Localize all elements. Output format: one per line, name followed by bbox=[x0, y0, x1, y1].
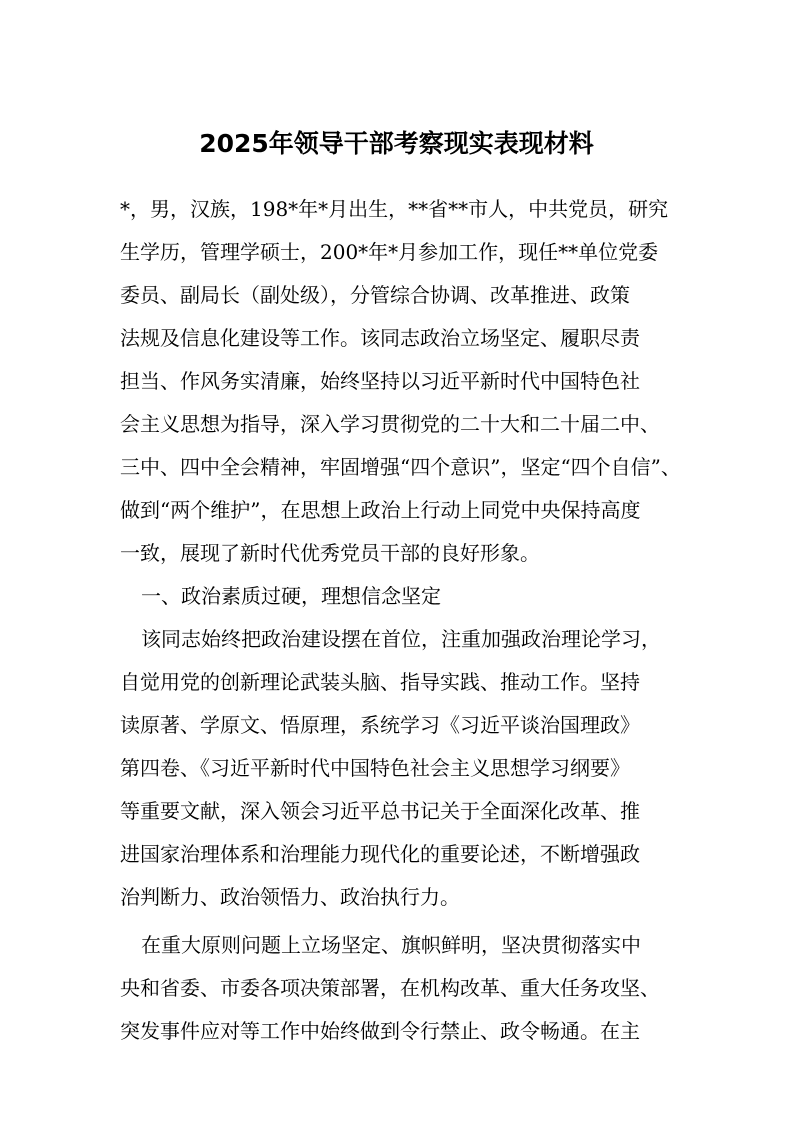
body-line: 担当、作风务实清廉，始终坚持以习近平新时代中国特色社 bbox=[120, 369, 640, 393]
body-line: 会主义思想为指导，深入学习贯彻党的二十大和二十届二中、 bbox=[120, 412, 660, 436]
body-line: 生学历，管理学硕士，200*年*月参加工作，现任**单位党委 bbox=[120, 240, 659, 264]
document-title: 2025年领导干部考察现实表现材料 bbox=[199, 129, 594, 158]
body-line: 第四卷、《习近平新时代中国特色社会主义思想学习纲要》 bbox=[120, 756, 630, 780]
body-line: 读原著、学原文、悟原理，系统学习《习近平谈治国理政》 bbox=[120, 713, 640, 737]
body-line: 三中、四中全会精神，牢固增强“四个意识”，坚定“四个自信”、 bbox=[120, 455, 681, 479]
body-line: 央和省委、市委各项决策部署，在机构改革、重大任务攻坚、 bbox=[120, 976, 660, 1000]
body-line: 治判断力、政治领悟力、政治执行力。 bbox=[120, 885, 460, 909]
body-line: 自觉用党的创新理论武装头脑、指导实践、推动工作。坚持 bbox=[120, 670, 640, 694]
document-body bbox=[120, 188, 680, 1053]
body-line: 在重大原则问题上立场坚定、旗帜鲜明，坚决贯彻落实中 bbox=[141, 933, 641, 957]
body-line: 等重要文献，深入领会习近平总书记关于全面深化改革、推 bbox=[120, 799, 640, 823]
body-line: 法规及信息化建设等工作。该同志政治立场坚定、履职尽责 bbox=[120, 326, 640, 350]
body-line: 该同志始终把政治建设摆在首位，注重加强政治理论学习， bbox=[141, 627, 661, 651]
body-line: 做到“两个维护”，在思想上政治上行动上同党中央保持高度 bbox=[120, 498, 641, 522]
section-heading: 一、政治素质过硬，理想信念坚定 bbox=[141, 584, 441, 608]
body-line: 突发事件应对等工作中始终做到令行禁止、政令畅通。在主 bbox=[120, 1019, 640, 1043]
body-line: 进国家治理体系和治理能力现代化的重要论述，不断增强政 bbox=[120, 842, 640, 866]
body-line: *，男，汉族，198*年*月出生，**省**市人，中共党员，研究 bbox=[120, 197, 669, 221]
body-line: 一致，展现了新时代优秀党员干部的良好形象。 bbox=[120, 541, 540, 565]
body-line: 委员、副局长（副处级），分管综合协调、改革推进、政策 bbox=[120, 283, 630, 307]
